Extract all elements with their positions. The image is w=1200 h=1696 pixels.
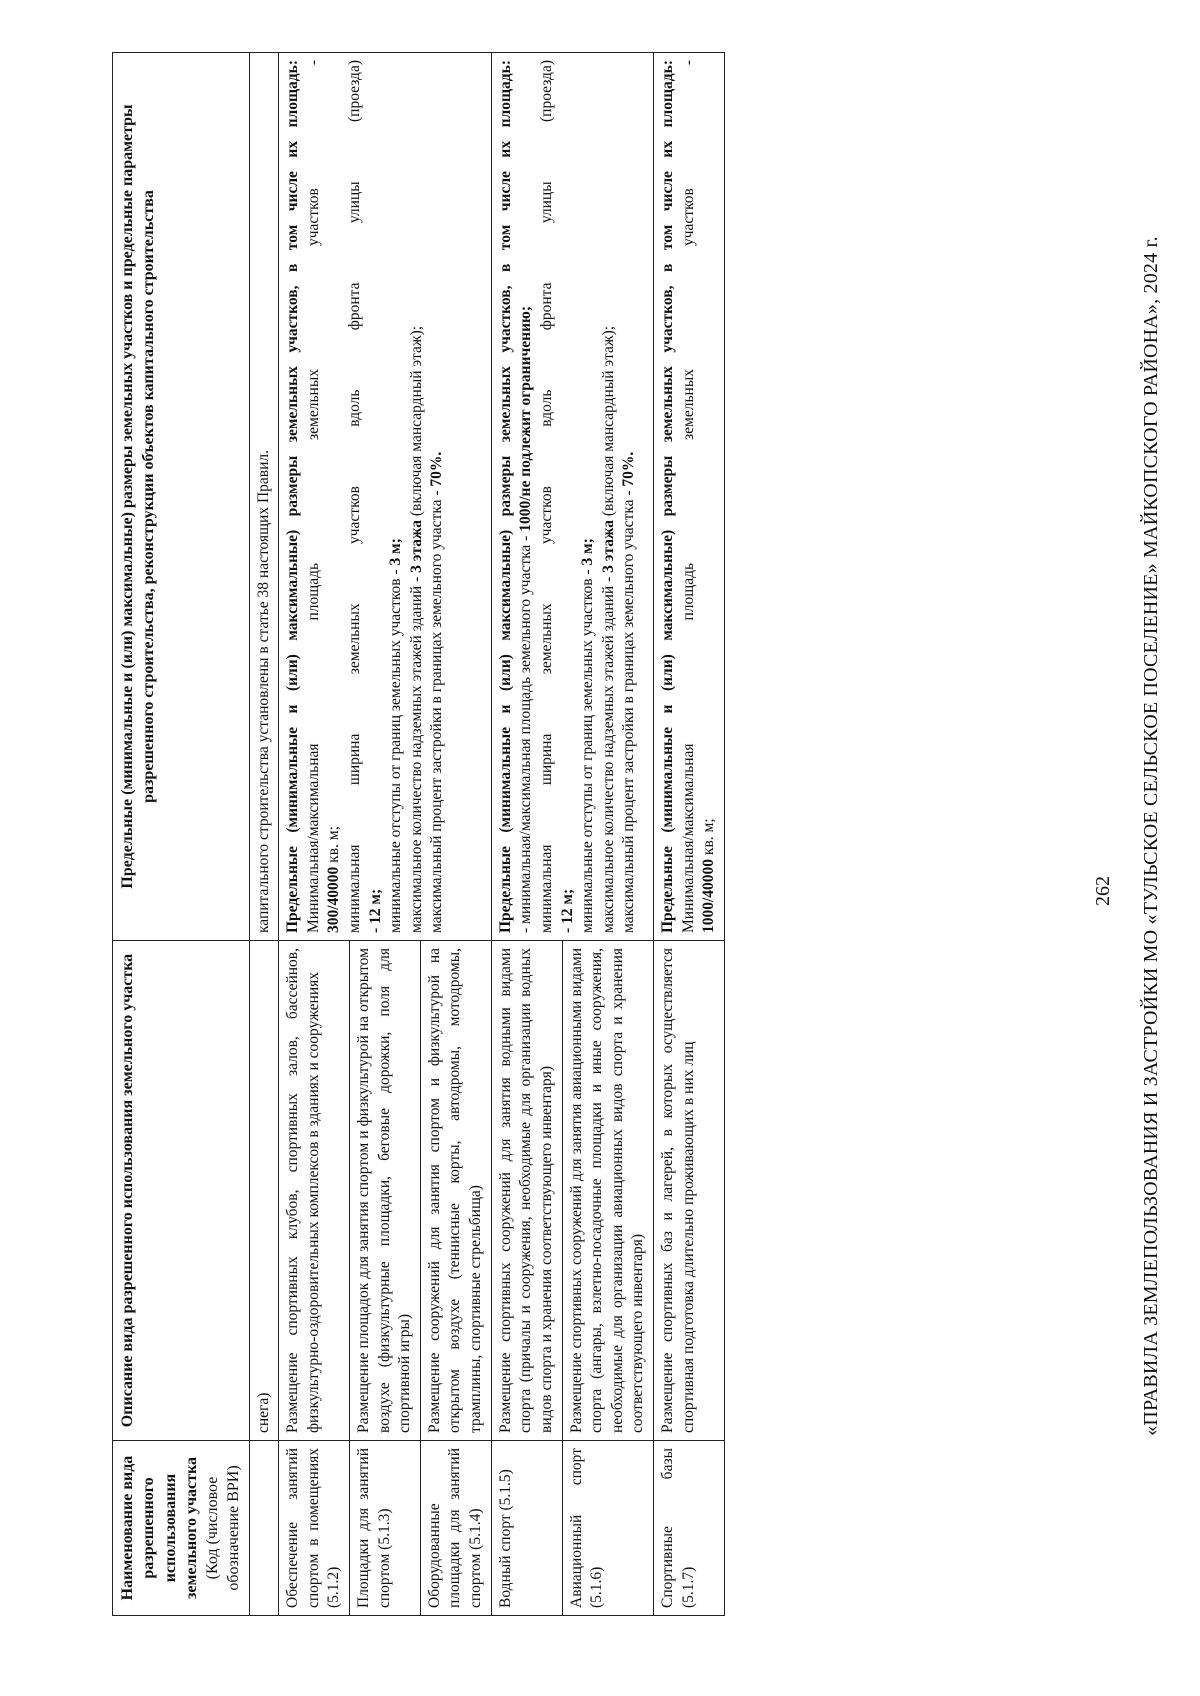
table-row — [491, 53, 562, 1616]
vri-description-cell: Размещение спортивных баз и лагерей, в которых осуществляется спортивная подготовка длительно проживающих в них лиц — [653, 941, 724, 1441]
limit-parameters-cell: капитального строительства установлены в статье 38 настоящих Правил. — [249, 53, 279, 941]
vri-description-cell: Размещение спортивных сооружений для занятия водными видами спорта (причалы и сооружения, необходимые для организации водных видов спорта и хранения соответствующего инвентаря) — [491, 941, 562, 1441]
coverage-line: максимальный процент застройки в границах земельного участка - 70%. — [620, 451, 638, 933]
header-vri-description: Описание вида разрешенного использования земельного участка — [113, 941, 250, 1441]
vri-description-cell: Размещение спортивных клубов, спортивных залов, бассейнов, физкультурно-оздоровительных комплексов в зданиях и сооружениях — [279, 941, 350, 1441]
limit-parameters-cell — [279, 53, 491, 941]
vri-description-cell: Размещение сооружений для занятия спортом и физкультурой на открытом воздухе (теннисные корты, автодромы, мотодромы, трамплины, спортивные стрельбища) — [420, 941, 491, 1441]
vri-description-cell: Размещение площадок для занятия спортом и физкультурой на открытом воздухе (физкультурные площадки, беговые дорожки, поля для спортивной игры) — [350, 941, 421, 1441]
land-use-table — [112, 52, 725, 1616]
frontage-width-line: минимальная ширина земельных участков вдоль фронта улицы (проезда) — [346, 60, 364, 933]
table-row — [279, 53, 350, 1616]
floors-line: максимальное количество надземных этажей зданий - 3 этажа (включая мансардный этаж); — [407, 325, 425, 933]
size-limits-heading: Предельные (минимальные и (или) максимальные) размеры земельных участков, в том числе их площадь: — [496, 60, 514, 933]
floors-line: максимальное количество надземных этажей зданий - 3 этажа (включая мансардный этаж); — [599, 325, 617, 933]
vri-name-cell: Водный спорт (5.1.5) — [491, 1441, 562, 1616]
header-vri-code-note: (Код (числовое обозначение ВРИ) — [204, 1465, 243, 1591]
frontage-width-value: - 12 м; — [366, 888, 384, 933]
area-limit-value: 1000/40000 кв. м; — [700, 818, 718, 933]
frontage-width-value: - 12 м; — [558, 888, 576, 933]
limit-parameters-cell — [491, 53, 653, 941]
size-limits-heading: Предельные (минимальные и (или) максимальные) размеры земельных участков, в том числе их площадь: — [284, 60, 302, 933]
table-row — [653, 53, 724, 1616]
frontage-width-line: минимальная ширина земельных участков вдоль фронта улицы (проезда) — [537, 60, 555, 933]
area-limit-line: Минимальная/максимальная площадь земельных участков - — [304, 60, 322, 933]
vri-name-cell: Спортивные базы (5.1.7) — [653, 1441, 724, 1616]
coverage-line: максимальный процент застройки в границах земельного участка - 70%. — [428, 451, 446, 933]
page-number: 262 — [1092, 876, 1114, 906]
vri-name-cell: Авиационный спорт (5.1.6) — [562, 1441, 653, 1616]
vri-name-cell: Оборудованные площадки для занятий спортом (5.1.4) — [420, 1441, 491, 1616]
area-limit-value: 300/40000 кв. м; — [325, 826, 343, 933]
area-limit-line: Минимальная/максимальная площадь земельных участков - — [679, 60, 697, 933]
document-footer-title: «ПРАВИЛА ЗЕМЛЕПОЛЬЗОВАНИЯ И ЗАСТРОЙКИ МО «ТУЛЬСКОЕ СЕЛЬСКОЕ ПОСЕЛЕНИЕ» МАЙКОПСКОГО РАЙОНА», 2024 г. — [1140, 236, 1162, 1436]
vri-name-cell — [249, 1441, 279, 1616]
area-limit-line: - минимальная/максимальная площадь земельного участка - 1000/не подлежит ограничению; — [517, 305, 535, 933]
vri-description-cell: Размещение спортивных сооружений для занятия авиационными видами спорта (ангары, взлетно-посадочные площадки и иные сооружения, необходимые для организации авиационных видов спорта и хранения соответствующего инвентаря) — [562, 941, 653, 1441]
table-row — [249, 53, 279, 1616]
setback-line: минимальные отступы от границ земельных участков - 3 м; — [579, 538, 597, 933]
header-limit-parameters: Предельные (минимальные и (или) максимальные) размеры земельных участков и предельные параметры разрешенного строительства, реконструкции объектов капитального строительства — [113, 53, 250, 941]
size-limits-heading: Предельные (минимальные и (или) максимальные) размеры земельных участков, в том числе их площадь: — [658, 60, 676, 933]
limit-parameters-cell — [653, 53, 724, 941]
vri-name-cell: Площадки для занятий спортом (5.1.3) — [350, 1441, 421, 1616]
header-vri-name: Наименование вида разрешенного использования земельного участка (Код (числовое обозначение ВРИ) — [113, 1441, 250, 1616]
table-header-row — [113, 53, 250, 1616]
vri-description-cell: снега) — [249, 941, 279, 1441]
setback-line: минимальные отступы от границ земельных участков - 3 м; — [387, 538, 405, 933]
vri-name-cell: Обеспечение занятий спортом в помещениях (5.1.2) — [279, 1441, 350, 1616]
